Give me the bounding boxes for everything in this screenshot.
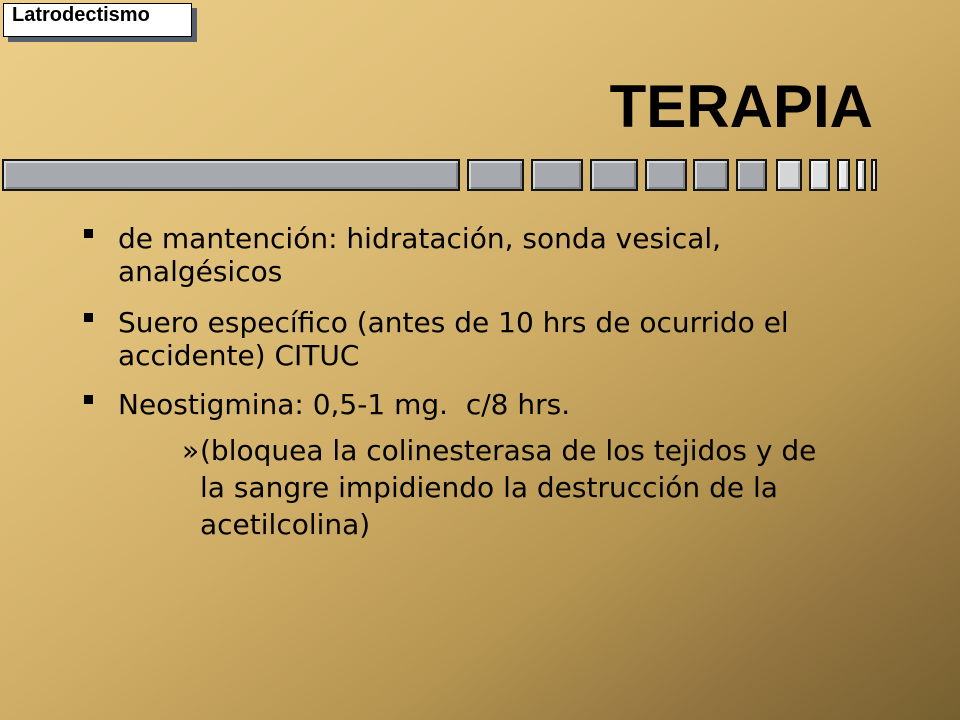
square-bullet-icon: [84, 229, 93, 238]
bullet-line: de mantención: hidratación, sonda vesical,: [118, 222, 722, 255]
bullet-line: Suero específico (antes de 10 hrs de ocurrido el: [118, 306, 789, 339]
section-label: Latrodectismo: [12, 4, 150, 26]
sub-bullet-marker: »: [182, 434, 200, 467]
bullet-line: Neostigmina: 0,5-1 mg. c/8 hrs.: [118, 388, 571, 421]
deco-bar-segment: [2, 159, 460, 191]
deco-bar-segment: [856, 159, 866, 191]
square-bullet-icon: [84, 313, 93, 322]
sub-bullet-item: [182, 432, 817, 543]
section-label-box: [3, 3, 192, 37]
bullet-item: [118, 222, 721, 288]
square-bullet-icon: [84, 395, 93, 404]
sub-bullet-line: (bloquea la colinesterasa de los tejidos y de: [200, 434, 817, 467]
deco-bar-segment: [809, 159, 830, 191]
sub-bullet-line: acetilcolina): [200, 508, 371, 541]
decorative-bar: [0, 159, 960, 191]
deco-bar-segment: [467, 159, 524, 191]
bullet-item: [118, 306, 789, 372]
deco-bar-segment: [531, 159, 583, 191]
bullet-line: analgésicos: [118, 255, 283, 288]
deco-bar-segment: [645, 159, 687, 191]
deco-bar-segment: [837, 159, 850, 191]
deco-bar-segment: [590, 159, 638, 191]
deco-bar-segment: [693, 159, 729, 191]
bullet-line: accidente) CITUC: [118, 339, 360, 372]
slide-title: TERAPIA: [609, 73, 873, 140]
deco-bar-segment: [776, 159, 802, 191]
sub-bullet-line: la sangre impidiendo la destrucción de la: [200, 471, 778, 504]
deco-bar-segment: [871, 159, 877, 191]
deco-bar-segment: [736, 159, 767, 191]
bullet-item: [118, 388, 817, 541]
